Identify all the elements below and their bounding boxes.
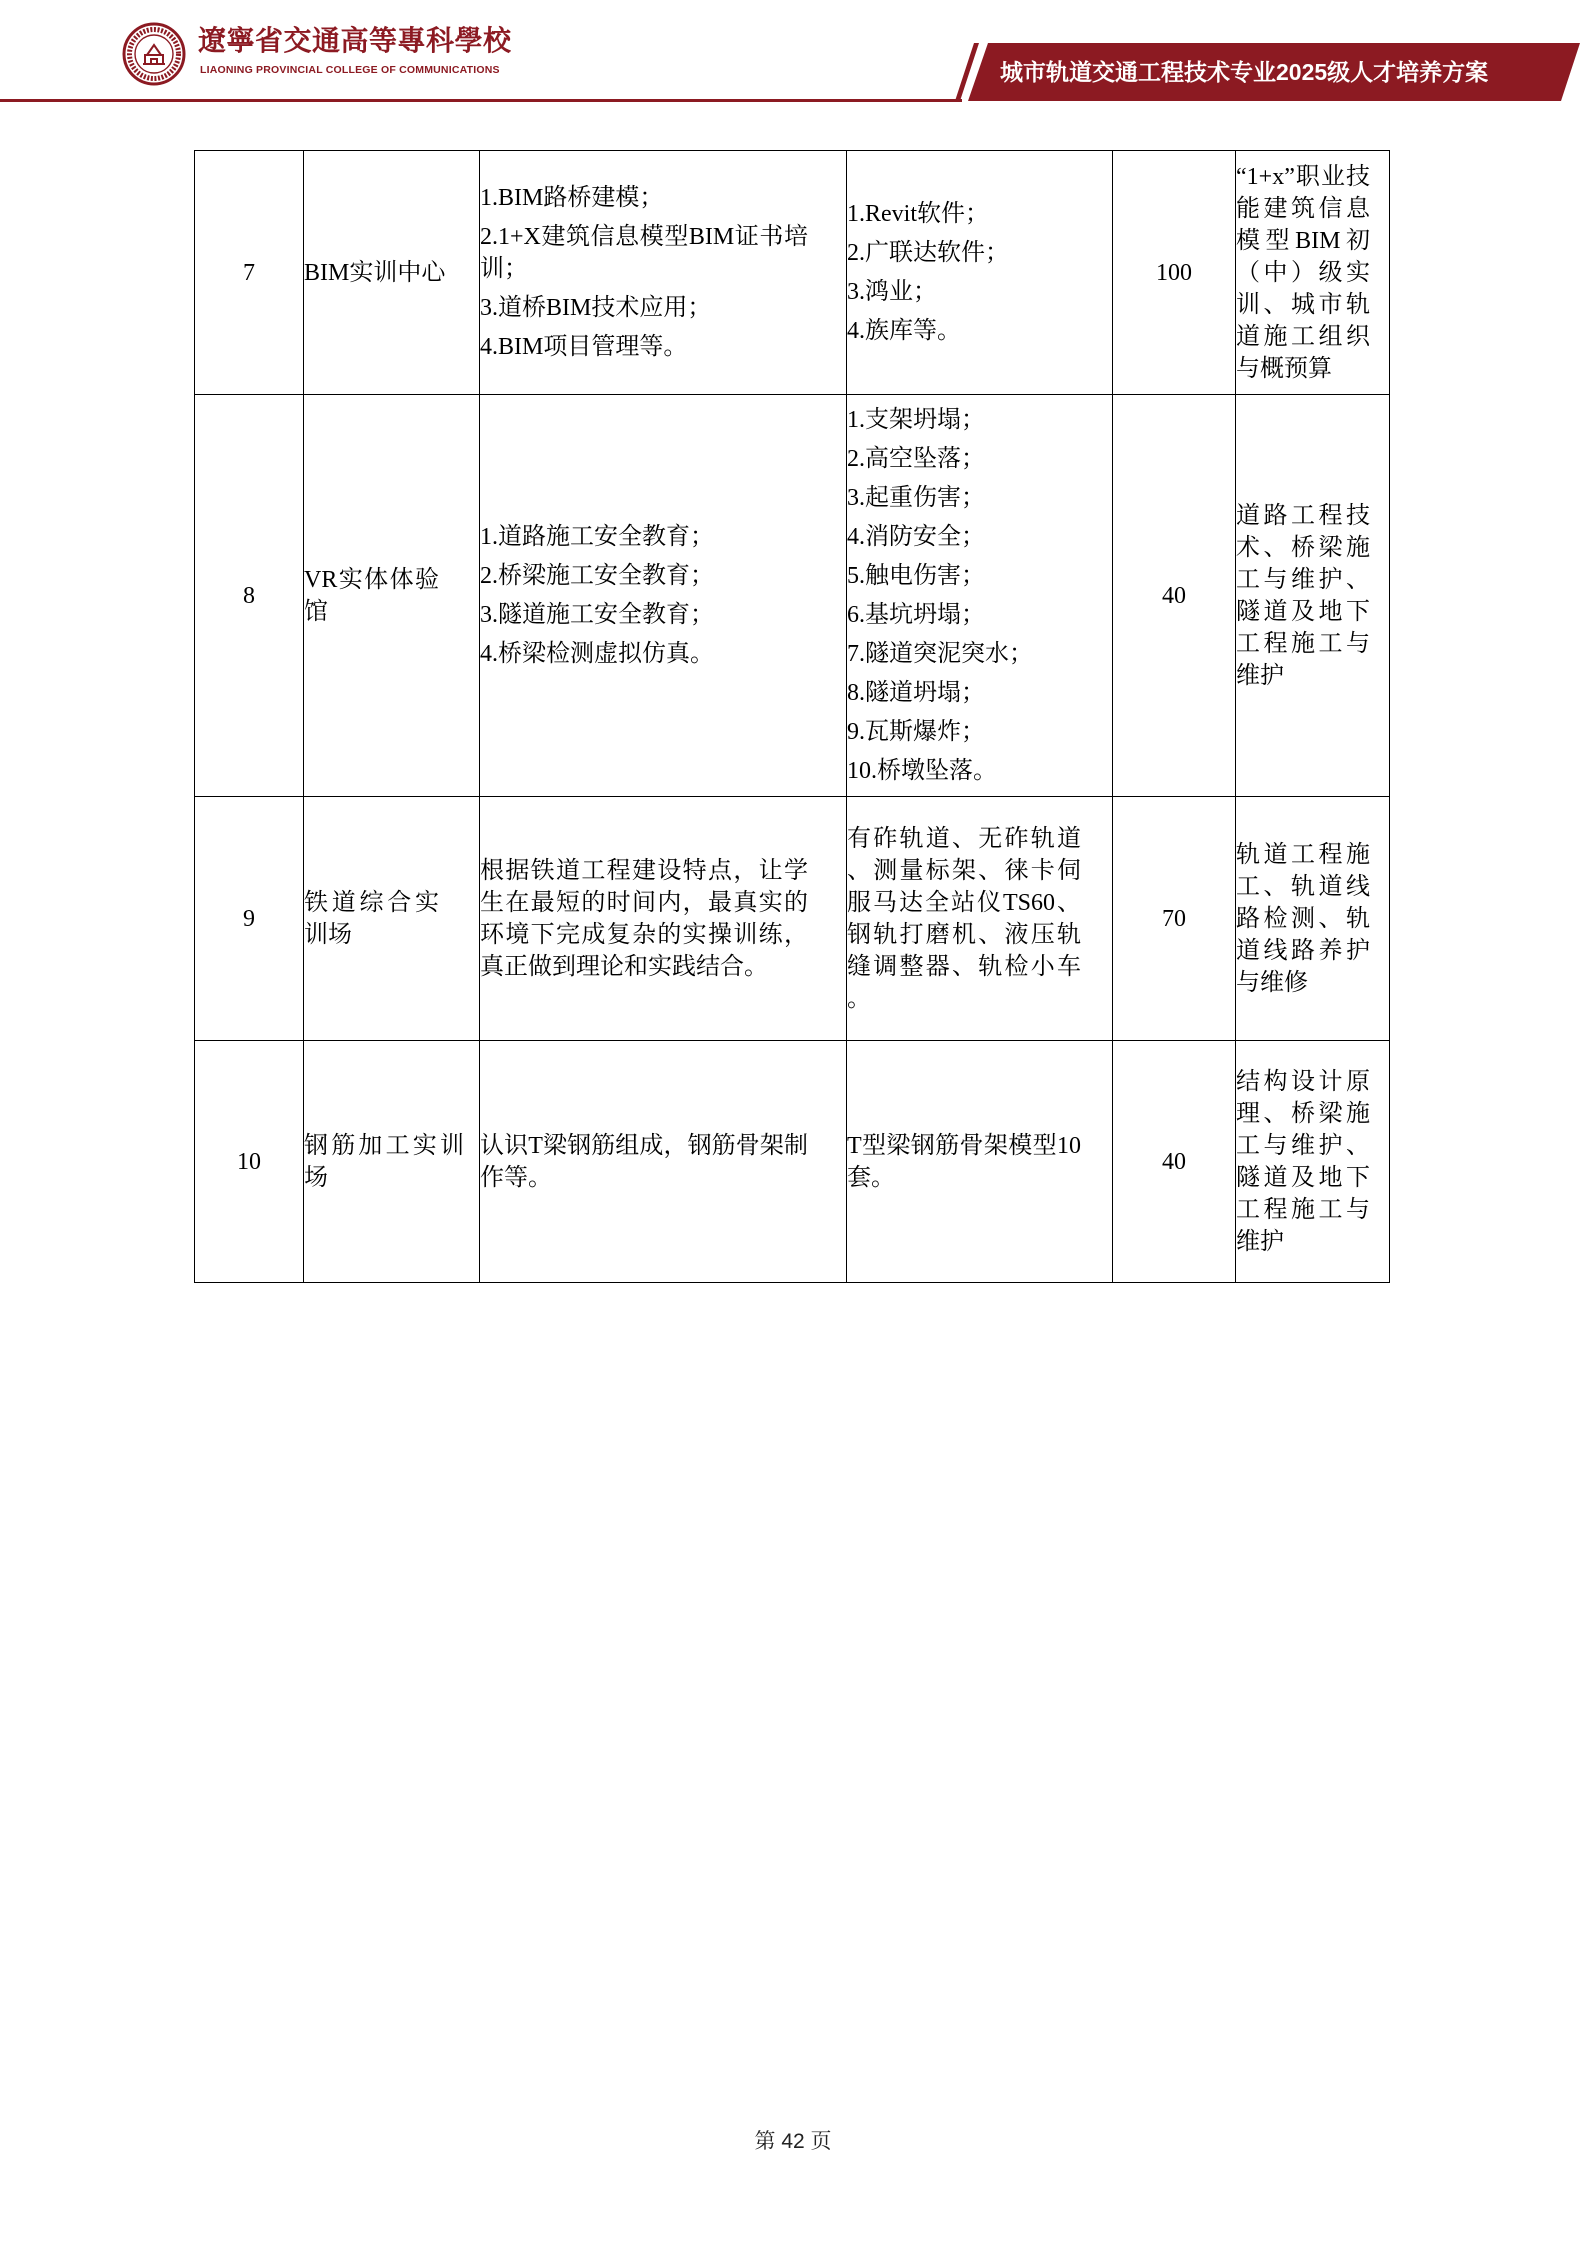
capacity: 40 xyxy=(1113,395,1236,797)
function-item: 1.BIM路桥建模； xyxy=(480,185,664,211)
row-number: 10 xyxy=(195,1041,304,1283)
training-functions xyxy=(480,521,808,670)
courses-cell xyxy=(1236,151,1390,395)
college-name-logo-text: 遼寧省交通高等專科學校 xyxy=(198,24,512,57)
supported-courses: 轨道工程施工、轨道线路检测、轨道线路养护与维修 xyxy=(1236,841,1370,996)
equipment-item: 1.支架坍塌； xyxy=(847,407,985,433)
courses-cell xyxy=(1236,1041,1390,1283)
equipment-cell xyxy=(847,395,1113,797)
capacity: 70 xyxy=(1113,797,1236,1041)
program-title: 城市轨道交通工程技术专业2025级人才培养方案 xyxy=(1000,59,1489,85)
training-functions-cell xyxy=(480,395,847,797)
row-number: 8 xyxy=(195,395,304,797)
supported-courses: 道路工程技术、桥梁施工与维护、隧道及地下工程施工与维护 xyxy=(1236,502,1370,689)
supported-courses: “1+x”职业技能建筑信息模型BIM初（中）级实训、城市轨道施工组织与概预算 xyxy=(1236,163,1370,382)
equipment-item: 3.鸿业； xyxy=(847,279,937,305)
facility-name: VR实体体验馆 xyxy=(304,566,439,625)
equipment-list xyxy=(847,823,1081,1015)
facility-name: 钢筋加工实训场 xyxy=(304,1132,464,1191)
facility-name-cell xyxy=(304,151,480,395)
college-seal-logo-icon xyxy=(122,22,186,86)
facility-name: 铁道综合实训场 xyxy=(304,889,439,948)
equipment-cell xyxy=(847,797,1113,1041)
equipment-item: 8.隧道坍塌； xyxy=(847,680,985,706)
capacity: 100 xyxy=(1113,151,1236,395)
page-number: 第 42 页 xyxy=(754,2130,832,2153)
facility-name-cell xyxy=(304,797,480,1041)
facility-name-cell xyxy=(304,1041,480,1283)
equipment-list xyxy=(847,198,1081,347)
equipment-item: 10.桥墩坠落。 xyxy=(847,758,997,784)
courses-cell xyxy=(1236,797,1390,1041)
training-functions xyxy=(480,1130,808,1194)
equipment-item: 6.基坑坍塌； xyxy=(847,602,985,628)
function-item: 认识T梁钢筋组成，钢筋骨架制作等。 xyxy=(480,1132,808,1191)
function-item: 3.道桥BIM技术应用； xyxy=(480,295,712,321)
capacity: 40 xyxy=(1113,1041,1236,1283)
equipment-cell xyxy=(847,1041,1113,1283)
equipment-item: 7.隧道突泥突水； xyxy=(847,641,1033,667)
function-item: 1.道路施工安全教育； xyxy=(480,524,714,550)
facility-name-cell xyxy=(304,395,480,797)
table-row xyxy=(195,395,1390,797)
courses-cell xyxy=(1236,395,1390,797)
facility-name: BIM实训中心 xyxy=(304,259,446,286)
equipment-item: 9.瓦斯爆炸； xyxy=(847,719,985,745)
equipment-item: 2.高空坠落； xyxy=(847,446,985,472)
function-item: 3.隧道施工安全教育； xyxy=(480,602,714,628)
training-functions xyxy=(480,182,808,363)
equipment-item: 1.Revit软件； xyxy=(847,201,989,227)
training-functions-cell xyxy=(480,797,847,1041)
equipment-item: 有砟轨道、无砟轨道、测量标架、徕卡伺服马达全站仪TS60、钢轨打磨机、液压轨缝调整器、轨检小车。 xyxy=(847,825,1081,1012)
function-item: 根据铁道工程建设特点，让学生在最短的时间内，最真实的环境下完成复杂的实操训练，真正做到理论和实践结合。 xyxy=(480,857,808,980)
function-item: 2.桥梁施工安全教育； xyxy=(480,563,714,589)
function-item: 4.桥梁检测虚拟仿真。 xyxy=(480,641,714,667)
supported-courses: 结构设计原理、桥梁施工与维护、隧道及地下工程施工与维护 xyxy=(1236,1068,1370,1255)
training-functions-cell xyxy=(480,151,847,395)
equipment-item: 4.消防安全； xyxy=(847,524,985,550)
table-row xyxy=(195,1041,1390,1283)
equipment-item: 4.族库等。 xyxy=(847,318,961,344)
college-name-english: LIAONING PROVINCIAL COLLEGE OF COMMUNICATIONS xyxy=(200,64,500,76)
function-item: 4.BIM项目管理等。 xyxy=(480,334,688,360)
function-item: 2.1+X建筑信息模型BIM证书培训； xyxy=(480,224,808,282)
row-number: 9 xyxy=(195,797,304,1041)
equipment-item: T型梁钢筋骨架模型10套。 xyxy=(847,1132,1081,1191)
equipment-item: 5.触电伤害； xyxy=(847,563,985,589)
table-row xyxy=(195,151,1390,395)
equipment-item: 3.起重伤害； xyxy=(847,485,985,511)
training-functions xyxy=(480,855,808,983)
row-number: 7 xyxy=(195,151,304,395)
training-facilities-table xyxy=(194,150,1390,1283)
equipment-item: 2.广联达软件； xyxy=(847,240,1009,266)
equipment-list xyxy=(847,1130,1081,1194)
equipment-cell xyxy=(847,151,1113,395)
table-row xyxy=(195,797,1390,1041)
equipment-list xyxy=(847,404,1081,787)
training-functions-cell xyxy=(480,1041,847,1283)
